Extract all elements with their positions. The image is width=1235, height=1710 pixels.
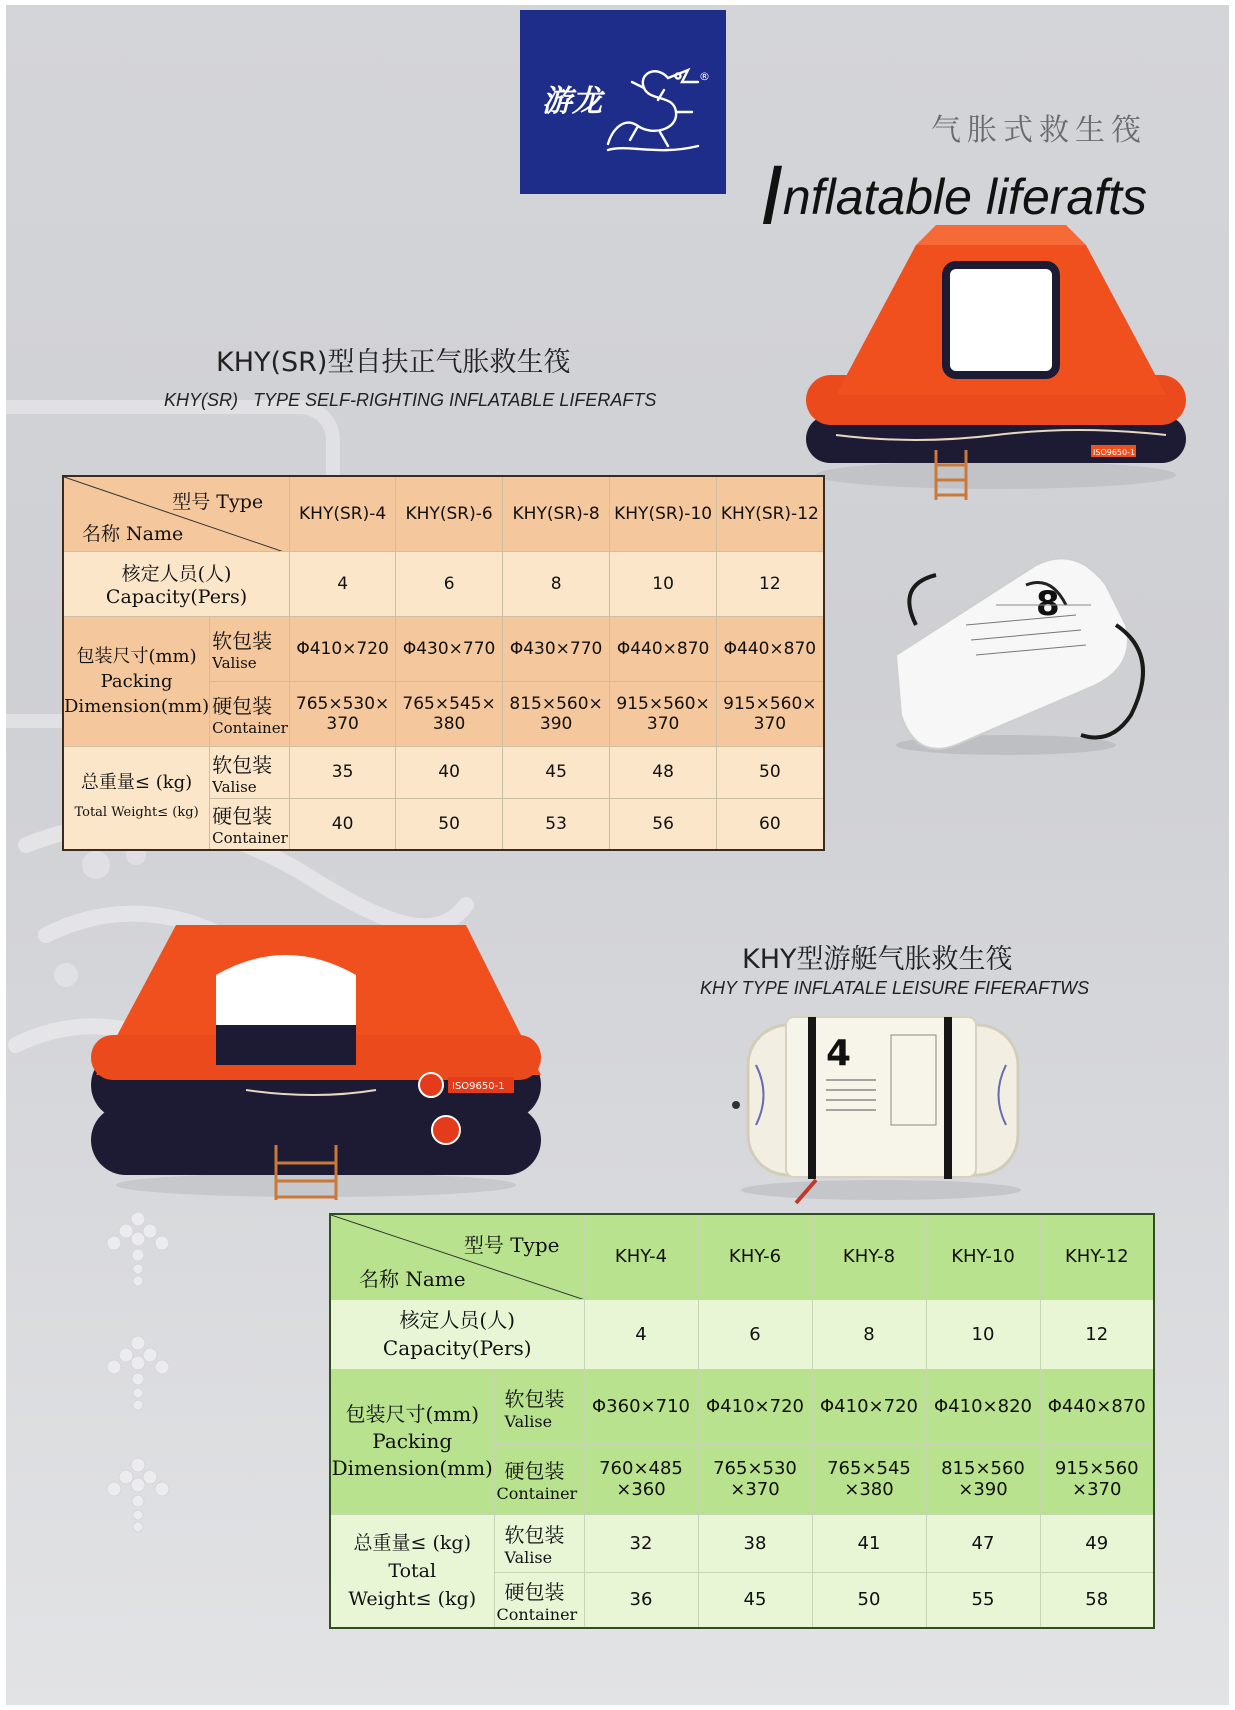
weight-label-en: Total Weight≤ (kg) — [74, 804, 199, 820]
khy-sr-spec-table — [62, 475, 825, 851]
section2-title-cn: KHY型游艇气胀救生筏 — [742, 944, 1013, 975]
container-dim-cell — [717, 681, 824, 746]
packing-label-cn: 包装尺寸(mm) — [345, 1402, 480, 1426]
model-cell: KHY-12 — [1040, 1214, 1154, 1299]
container-weight-cell: 36 — [584, 1572, 698, 1628]
valise-dim-cell: Φ440×870 — [1040, 1369, 1154, 1444]
container-dim-cell — [584, 1444, 698, 1514]
container-dim-line2: ×370 — [1072, 1479, 1122, 1500]
valise-weight-cell: 32 — [584, 1514, 698, 1572]
container-dim-line1: 915×560 — [1054, 1458, 1139, 1479]
container-sublabel-cell — [494, 1572, 584, 1628]
valise-dim-cell: Φ440×870 — [610, 616, 717, 681]
capacity-cell: 4 — [584, 1299, 698, 1369]
valise-image — [876, 545, 1146, 770]
capacity-cell: 8 — [503, 551, 610, 616]
container-sublabel-cell — [494, 1444, 584, 1514]
container-dim-line1: 915×560× — [616, 693, 710, 714]
valise-marking: 8 — [1036, 584, 1060, 624]
container-dim-line1: 915×560× — [723, 693, 817, 714]
section2-title-en: KHY TYPE INFLATALE LEISURE FIFERAFTWS — [700, 978, 1090, 998]
container-dim-line1: 765×530× — [295, 693, 390, 714]
container-dim-cell — [698, 1444, 812, 1514]
valise-weight-cell: 45 — [503, 746, 610, 798]
container-weight-cell: 45 — [698, 1572, 812, 1628]
container-dim-cell — [503, 681, 610, 746]
valise-sublabel-cell — [494, 1369, 584, 1444]
capacity-cell: 6 — [396, 551, 503, 616]
weight-label-cell — [63, 746, 210, 850]
registered-mark: ® — [699, 70, 710, 83]
valise-dim-cell: Φ430×770 — [503, 616, 610, 681]
container-dim-line2: 380 — [432, 713, 466, 734]
model-cell: KHY-10 — [926, 1214, 1040, 1299]
container-weight-cell: 56 — [610, 798, 717, 850]
packing-label-cn: 包装尺寸(mm) — [76, 645, 197, 667]
container-weight-cell: 55 — [926, 1572, 1040, 1628]
packing-label-cell — [330, 1369, 494, 1514]
valise-weight-cell: 41 — [812, 1514, 926, 1572]
weight-label-en1: Total — [388, 1559, 437, 1582]
brand-logo — [520, 10, 726, 194]
container-dim-line2: ×380 — [844, 1479, 894, 1500]
weight-label-en2: Weight≤ (kg) — [348, 1587, 477, 1610]
type-label: 型号 Type — [172, 491, 264, 513]
container-label-en: Container — [212, 829, 288, 848]
capacity-cell: 10 — [610, 551, 717, 616]
valise-dim-cell: Φ410×820 — [926, 1369, 1040, 1444]
container-weight-cell: 50 — [396, 798, 503, 850]
container-dim-line2: 370 — [326, 713, 359, 734]
container-label-cn: 硬包装 — [212, 804, 273, 829]
container-weight-cell: 50 — [812, 1572, 926, 1628]
weight-label-cell — [330, 1514, 494, 1628]
valise-label-en: Valise — [504, 1548, 553, 1567]
container-dim-line2: 370 — [646, 713, 680, 734]
container-sublabel-cell — [210, 681, 290, 746]
model-cell: KHY-4 — [584, 1214, 698, 1299]
valise-dim-cell: Φ410×720 — [290, 616, 396, 681]
container-dim-cell — [396, 681, 503, 746]
capacity-label-en: Capacity(Pers) — [382, 1336, 532, 1360]
container-weight-cell: 53 — [503, 798, 610, 850]
capacity-cell: 8 — [812, 1299, 926, 1369]
container-label-cn: 硬包装 — [212, 694, 273, 718]
container-dim-cell — [1040, 1444, 1154, 1514]
type-name-header-cell — [63, 476, 290, 551]
header-title-initial: I — [759, 148, 783, 242]
container-dim-line1: 765×530 — [713, 1458, 797, 1479]
valise-weight-cell: 35 — [290, 746, 396, 798]
container-dim-line1: 765×545 — [827, 1458, 911, 1479]
packing-label-en1: Packing — [100, 670, 173, 692]
container-weight-cell: 58 — [1040, 1572, 1154, 1628]
capacity-label-en: Capacity(Pers) — [105, 586, 248, 608]
container-dim-line1: 815×560× — [509, 693, 603, 714]
valise-label-cn: 软包装 — [504, 1386, 565, 1411]
valise-dim-cell: Φ410×720 — [698, 1369, 812, 1444]
logo-text: 游龙 — [542, 84, 602, 119]
valise-dim-cell: Φ360×710 — [584, 1369, 698, 1444]
container-dim-cell — [610, 681, 717, 746]
container-image — [726, 1005, 1036, 1205]
valise-label-cn: 软包装 — [504, 1523, 565, 1547]
container-sublabel-cell — [210, 798, 290, 850]
container-dim-line2: 390 — [539, 713, 573, 734]
model-cell: KHY(SR)-4 — [290, 476, 396, 551]
name-label: 名称 Name — [82, 523, 184, 545]
capacity-cell: 10 — [926, 1299, 1040, 1369]
packing-label-en1: Packing — [372, 1429, 453, 1453]
container-dim-line1: 760×485 — [599, 1458, 683, 1479]
dragon-logo-icon — [598, 60, 710, 160]
weight-label-cn: 总重量≤ (kg) — [353, 1531, 471, 1554]
raft-marking: ISO9650-1 — [452, 1081, 505, 1092]
valise-weight-cell: 40 — [396, 746, 503, 798]
capacity-label-cn: 核定人员(人) — [399, 1308, 516, 1332]
brochure-page — [6, 5, 1229, 1705]
model-cell: KHY-6 — [698, 1214, 812, 1299]
valise-dim-cell: Φ430×770 — [396, 616, 503, 681]
valise-weight-cell: 49 — [1040, 1514, 1154, 1572]
header-title-rest: nflatable liferafts — [782, 169, 1147, 225]
container-dim-line1: 765×545× — [402, 693, 496, 714]
valise-weight-cell: 50 — [717, 746, 824, 798]
valise-sublabel-cell — [210, 616, 290, 681]
container-dim-cell — [926, 1444, 1040, 1514]
header-title-en — [759, 137, 1147, 242]
container-marking: 4 — [826, 1033, 852, 1074]
raft-marking: ISO9650-1 — [1093, 448, 1136, 457]
valise-sublabel-cell — [210, 746, 290, 798]
valise-label-en: Valise — [212, 777, 257, 796]
container-dim-line2: ×370 — [730, 1479, 780, 1500]
model-cell: KHY(SR)-10 — [610, 476, 717, 551]
header-title-cn: 气胀式救生筏 — [931, 113, 1147, 148]
packing-label-en2: Dimension(mm) — [331, 1456, 493, 1480]
packing-label-en2: Dimension(mm) — [64, 695, 210, 717]
container-label-cn: 硬包装 — [504, 1579, 565, 1604]
container-dim-line2: ×360 — [616, 1479, 666, 1500]
container-dim-line2: ×390 — [958, 1479, 1008, 1500]
valise-label-cn: 软包装 — [212, 752, 273, 777]
model-cell: KHY-8 — [812, 1214, 926, 1299]
weight-label-cn: 总重量≤ (kg) — [80, 771, 193, 793]
container-label-cn: 硬包装 — [504, 1459, 565, 1483]
section1-title-en: KHY(SR) TYPE SELF-RIGHTING INFLATABLE LIFERAFTS — [164, 390, 657, 410]
container-weight-cell: 60 — [717, 798, 824, 850]
model-cell: KHY(SR)-12 — [717, 476, 824, 551]
container-dim-cell — [290, 681, 396, 746]
valise-sublabel-cell — [494, 1514, 584, 1572]
liferaft-image — [796, 225, 1196, 505]
valise-weight-cell: 47 — [926, 1514, 1040, 1572]
container-dim-line1: 815×560 — [941, 1458, 1025, 1479]
container-dim-cell — [812, 1444, 926, 1514]
capacity-cell: 6 — [698, 1299, 812, 1369]
valise-weight-cell: 38 — [698, 1514, 812, 1572]
capacity-label-cell — [330, 1299, 584, 1369]
capacity-cell: 12 — [1040, 1299, 1154, 1369]
container-label-en: Container — [496, 1604, 578, 1624]
container-label-en: Container — [496, 1484, 578, 1503]
packing-label-cell — [63, 616, 210, 746]
section1-title-cn: KHY(SR)型自扶正气胀救生筏 — [216, 347, 571, 378]
capacity-cell: 12 — [717, 551, 824, 616]
container-weight-cell: 40 — [290, 798, 396, 850]
khy-spec-table — [329, 1213, 1155, 1629]
capacity-label-cell — [63, 551, 290, 616]
valise-label-en: Valise — [504, 1411, 553, 1431]
valise-label-en: Valise — [212, 654, 257, 672]
valise-dim-cell: Φ410×720 — [812, 1369, 926, 1444]
type-name-header-cell — [330, 1214, 584, 1299]
capacity-label-cn: 核定人员(人) — [121, 563, 232, 585]
model-cell: KHY(SR)-6 — [396, 476, 503, 551]
type-label: 型号 Type — [463, 1233, 560, 1257]
model-cell: KHY(SR)-8 — [503, 476, 610, 551]
valise-dim-cell: Φ440×870 — [717, 616, 824, 681]
valise-label-cn: 软包装 — [212, 629, 273, 653]
container-label-en: Container — [212, 719, 288, 737]
capacity-cell: 4 — [290, 551, 396, 616]
liferaft-image — [86, 915, 546, 1205]
name-label: 名称 Name — [359, 1267, 466, 1291]
valise-weight-cell: 48 — [610, 746, 717, 798]
container-dim-line2: 370 — [753, 713, 787, 734]
